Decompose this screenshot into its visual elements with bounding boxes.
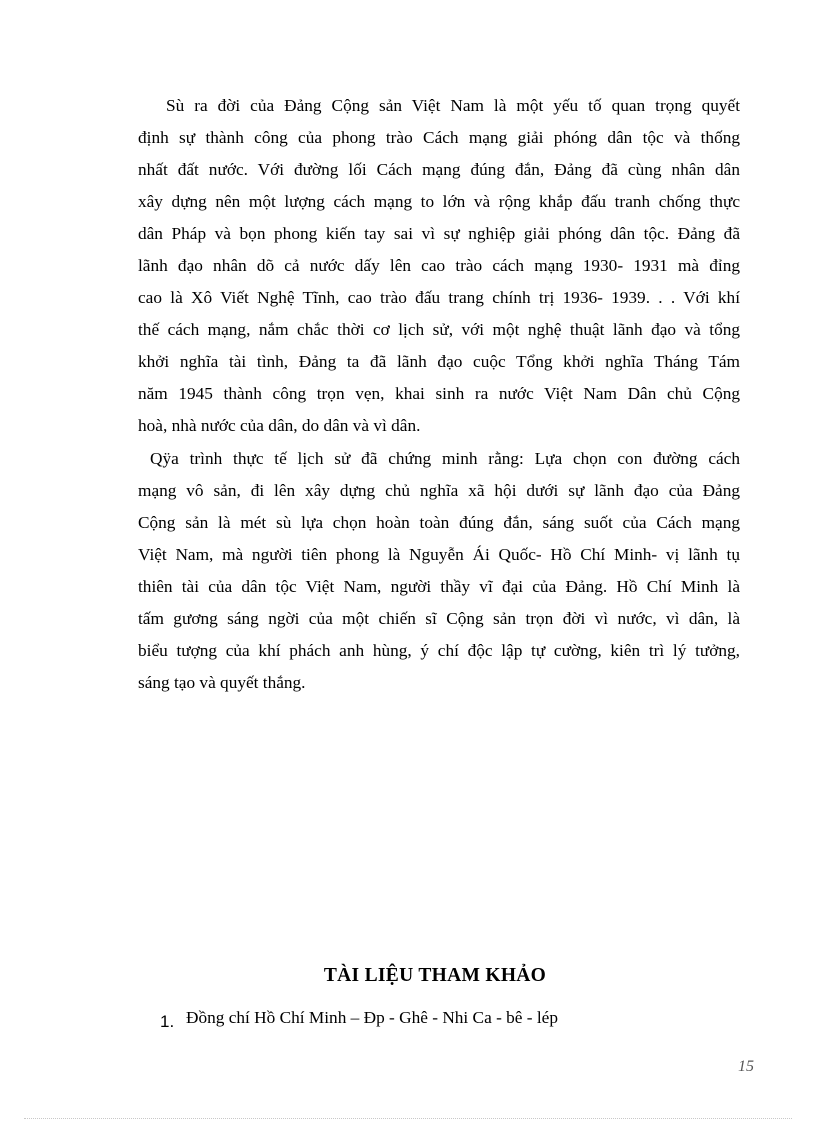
paragraph-line: tấm gương sáng ngời của một chiến sĩ Cộng sản trọn đời vì nước, vì dân, là xyxy=(138,609,740,628)
references-list xyxy=(160,1004,558,1032)
reference-item xyxy=(160,1004,558,1032)
paragraph-line: dân Pháp và bọn phong kiến tay sai vì sự nghiệp giải phóng dân tộc. Đảng đã xyxy=(138,224,740,243)
paragraph-line: Qÿa trình thực tế lịch sử đã chứng minh rằng: Lựa chọn con đường cách xyxy=(150,449,740,468)
paragraph-line: hoà, nhà nước của dân, do dân và vì dân. xyxy=(138,416,421,435)
paragraph-line: xây dựng nên một lượng cách mạng to lớn và rộng khắp đấu tranh chống thực xyxy=(138,192,740,211)
paragraph-line: khởi nghĩa tài tình, Đảng ta đã lãnh đạo cuộc Tổng khởi nghĩa Tháng Tám xyxy=(138,352,740,371)
paragraph-line: biểu tượng của khí phách anh hùng, ý chí độc lập tự cường, kiên trì lý tưởng, xyxy=(138,641,740,660)
reference-number: 1. xyxy=(160,1012,175,1031)
paragraph-line: Cộng sản là mét sù lựa chọn hoàn toàn đúng đắn, sáng suốt của Cách mạng xyxy=(138,513,740,532)
paragraph-line: nhất đất nước. Với đường lối Cách mạng đúng đắn, Đảng đã cùng nhân dân xyxy=(138,160,740,179)
body-paragraph-1 xyxy=(138,90,740,442)
page-number: 15 xyxy=(738,1058,754,1075)
paragraph-line: Sù ra đời của Đảng Cộng sản Việt Nam là một yếu tố quan trọng quyết xyxy=(166,96,740,115)
paragraph-line: mạng vô sản, đi lên xây dựng chủ nghĩa xã hội dưới sự lãnh đạo của Đảng xyxy=(138,481,740,500)
body-paragraph-2 xyxy=(138,443,740,699)
paragraph-line: định sự thành công của phong trào Cách mạng giải phóng dân tộc và thống xyxy=(138,128,740,147)
paragraph-line: thiên tài của dân tộc Việt Nam, người thầy vĩ đại của Đảng. Hồ Chí Minh là xyxy=(138,577,740,596)
paragraph-line: năm 1945 thành công trọn vẹn, khai sinh ra nước Việt Nam Dân chủ Cộng xyxy=(138,384,740,403)
paragraph-line: Việt Nam, mà người tiên phong là Nguyễn Ái Quốc- Hồ Chí Minh- vị lãnh tụ xyxy=(138,545,740,564)
references-heading: TÀI LIỆU THAM KHẢO xyxy=(323,965,547,986)
paragraph-line: lãnh đạo nhân dõ cả nước dấy lên cao trào cách mạng 1930- 1931 mà đỉng xyxy=(138,256,740,275)
paragraph-line: thế cách mạng, nắm chắc thời cơ lịch sử, với một nghệ thuật lãnh đạo và tổng xyxy=(138,320,740,339)
reference-text: Đồng chí Hồ Chí Minh – Đp - Ghê - Nhi Ca - bê - lép xyxy=(186,1008,558,1027)
paragraph-line: sáng tạo và quyết thắng. xyxy=(138,673,306,692)
paragraph-line: cao là Xô Viết Nghệ Tĩnh, cao trào đấu trang chính trị 1936- 1939. . . Với khí xyxy=(138,288,740,307)
page-bottom-divider xyxy=(24,1118,792,1119)
